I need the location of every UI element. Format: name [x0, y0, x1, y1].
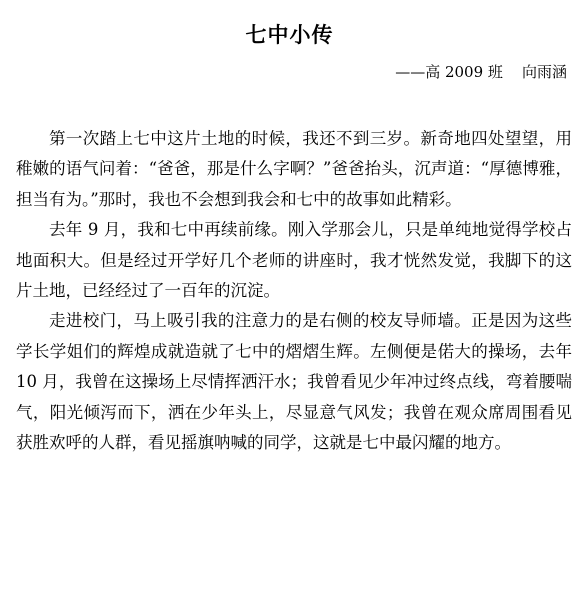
article-body: [16, 124, 572, 458]
paragraph: 第一次踏上七中这片土地的时候，我还不到三岁。新奇地四处望望，用稚嫩的语气问着：“爸爸，那是什么字啊？”爸爸抬头，沉声道：“厚德博雅，担当有为。”那时，我也不会想到我会和七中的故事如此精彩。: [16, 129, 572, 209]
author-byline: ——高 2009 班 向雨涵: [395, 63, 567, 81]
paragraph: 走进校门，马上吸引我的注意力的是右侧的校友导师墙。正是因为这些学长学姐们的辉煌成就造就了七中的熠熠生辉。左侧便是偌大的操场，去年 10 月，我曾在这操场上尽情挥洒汗水；我曾看见少年冲过终点线，弯着腰喘气，阳光倾泻而下，洒在少年头上，尽显意气风发；我曾在观众席周围看见获胜欢呼的人群，看见摇旗呐喊的同学，这就是七中最闪耀的地方。: [16, 311, 572, 453]
paragraph: 去年 9 月，我和七中再续前缘。刚入学那会儿，只是单纯地觉得学校占地面积大。但是经过开学好几个老师的讲座时，我才恍然发觉，我脚下的这片土地，已经经过了一百年的沉淀。: [16, 220, 572, 301]
page-title: 七中小传: [245, 23, 334, 47]
